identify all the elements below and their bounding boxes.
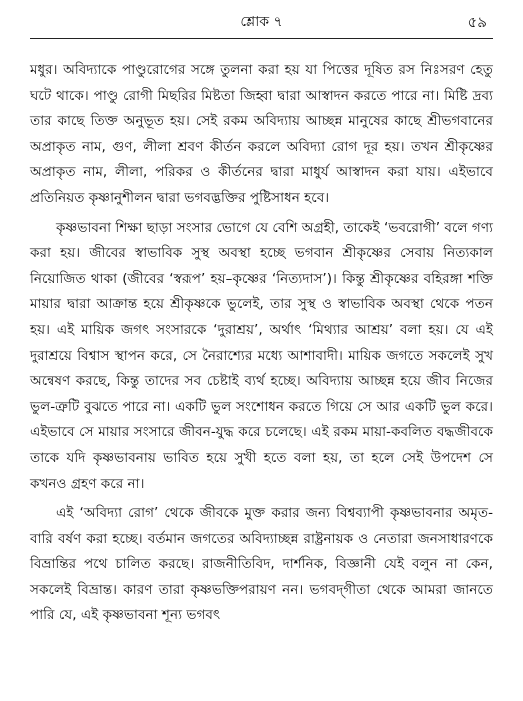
- header-rule: [30, 38, 493, 39]
- running-head: শ্লোক ৭: [240, 14, 283, 30]
- paragraph: এই ‘অবিদ্যা রোগ’ থেকে জীবকে মুক্ত করার জন্য বিশ্বব্যাপী কৃষ্ণভাবনার অমৃত-বারি বর্ষণ করা হচ্ছে। বর্তমান জগতের অবিদ্যাচ্ছন্ন রাষ্ট্রনায়ক ও নেতারা জনসাধারণকে বিভ্রান্তির পথে চালিত করছে। রাজনীতিবিদ, দার্শনিক, বিজ্ঞানী যেই বলুন না কেন, সকলেই বিভ্রান্ত। কারণ তারা কৃষ্ণভক্তিপরায়ণ নন। ভগবদ্‌গীতা থেকে আমরা জানতে পারি যে, এই কৃষ্ণভাবনা শূন্য ভগবৎ: [30, 505, 493, 624]
- page-number: ৫৯: [467, 13, 487, 31]
- paragraph: কৃষ্ণভাবনা শিক্ষা ছাড়া সংসার ভোগে যে বেশি অগ্রহী, তাকেই ‘ভবরোগী’ বলে গণ্য করা হয়। জীবের স্বাভাবিক সুস্থ অবস্থা হচ্ছে ভগবান শ্রীকৃষ্ণের সেবায় নিত্যকাল নিয়োজিত থাকা (জীবের ‘স্বরূপ’ হয়–কৃষ্ণের ‘নিত্যদাস’)। কিন্তু শ্রীকৃষ্ণের বহিরঙ্গা শক্তি মায়ার দ্বারা আক্রান্ত হয়ে শ্রীকৃষ্ণকে ভুলেই, তার সুস্থ ও স্বাভাবিক অবস্থা থেকে পতন হয়। এই মায়িক জগৎ সংসারকে ‘দুরাশ্রয়’, অর্থাৎ ‘মিথ্যার আশ্রয়’ বলা হয়। যে এই দুরাশ্রয়ে বিশ্বাস স্থাপন করে, সে নৈরাশ্যের মধ্যে আশাবাদী। মায়িক জগতে সকলেই সুখ অন্বেষণ করছে, কিন্তু তাদের সব চেষ্টাই ব্যর্থ হচ্ছে। অবিদ্যায় আচ্ছন্ন হয়ে জীব নিজের ভুল-ত্রুটি বুঝতে পারে না। একটি ভুল সংশোধন করতে গিয়ে সে আর একটি ভুল করে। এইভাবে সে মায়ার সংসারে জীবন-যুদ্ধ করে চলেছে। এই রকম মায়া-কবলিত বদ্ধজীবকে তাকে যদি কৃষ্ণভাবনায় ভাবিত হয়ে সুখী হতে বলা হয়, তা হলে সেই উপদেশ সে কখনও গ্রহণ করে না।: [30, 219, 493, 492]
- paragraph-continued: মধুর। অবিদ্যাকে পাণ্ডুরোগের সঙ্গে তুলনা করা হয় যা পিত্তের দূষিত রস নিঃসরণ হেতু ঘটে থাকে। পাণ্ডু রোগী মিছরির মিষ্টতা জিহ্বা দ্বারা আস্বাদন করতে পারে না। মিষ্টি দ্রব্য তার কাছে তিক্ত অনুভূত হয়। সেই রকম অবিদ্যায় আচ্ছন্ন মানুষের কাছে শ্রীভগবানের অপ্রাকৃত নাম, গুণ, লীলা শ্রবণ কীর্তন করলে অবিদ্যা রোগ দূর হয়। তখন শ্রীকৃষ্ণের অপ্রাকৃত নাম, লীলা, পরিকর ও কীর্তনের দ্বারা মাধুর্য আস্বাদন করা যায়। এইভাবে প্রতিনিয়ত কৃষ্ণানুশীলন দ্বারা ভগবদ্ভক্তির পুষ্টিসাধন হবে।: [30, 62, 493, 206]
- body-text: [30, 58, 493, 633]
- page-header: [30, 12, 493, 34]
